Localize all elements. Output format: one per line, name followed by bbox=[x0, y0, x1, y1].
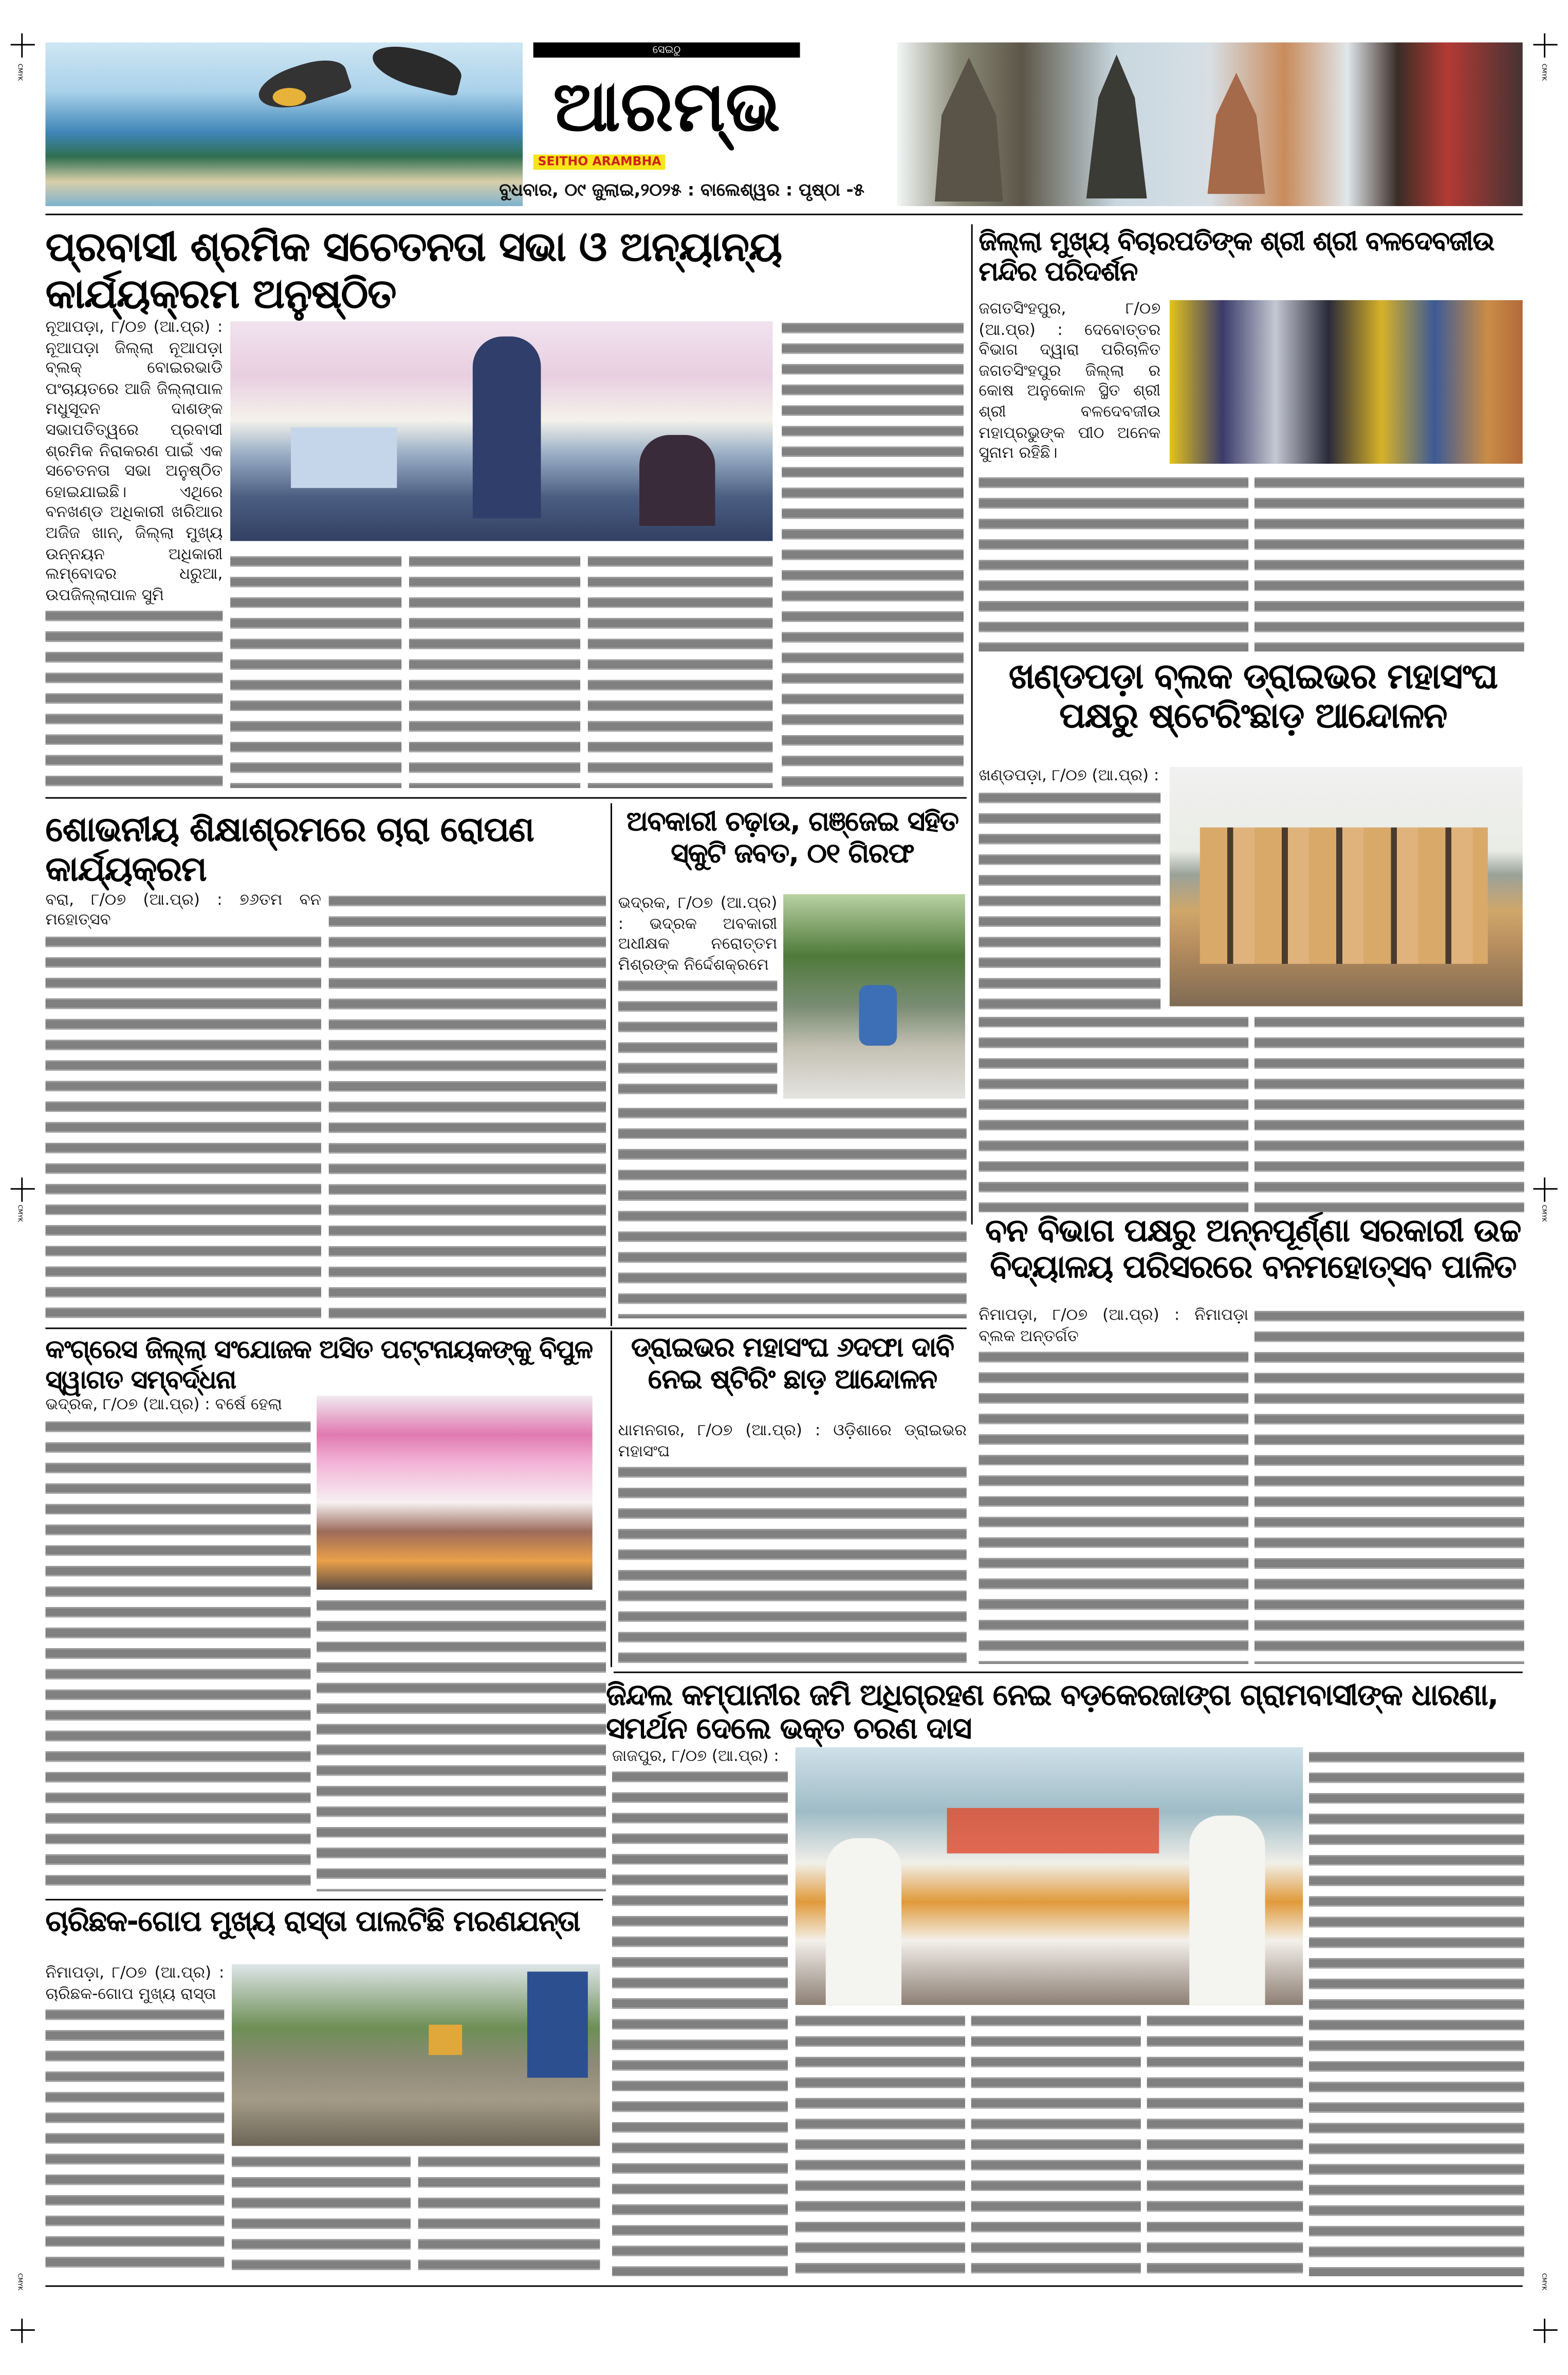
registration-mark bbox=[11, 33, 35, 58]
headline: ଜିଲ୍ଲା ମୁଖ୍ୟ ବିଚାରପତିଙ୍କ ଶ୍ରୀ ଶ୍ରୀ ବଳଦେବଜୀଉ ମନ୍ଦିର ପରିଦର୍ଶନ bbox=[979, 227, 1494, 288]
registration-mark bbox=[1533, 2318, 1557, 2343]
article-photo-temple-visit bbox=[1170, 300, 1523, 464]
article-text: ନିମାପଡ଼ା, ୮/୦୭ (ଆ.ପ୍ର) : ଚାରିଛକ-ଗୋପ ମୁଖ୍ୟ ରାସ୍ତା bbox=[45, 1964, 225, 2003]
cmyk-mark: CMYK bbox=[1541, 1204, 1548, 1222]
article-text-column bbox=[1255, 1012, 1524, 1212]
headline: ପ୍ରବାସୀ ଶ୍ରମିକ ସଚେତନତା ସଭା ଓ ଅନ୍ୟାନ୍ୟ କାର୍ଯ୍ୟକ୍ରମ ଅନୁଷ୍ଠିତ bbox=[45, 224, 782, 319]
article-text: ନୂଆପଡ଼ା, ୮/୦୭ (ଆ.ପ୍ର) : ନୂଆପଡ଼ା ଜିଲ୍ଲା ନୂଆପଡ଼ା ବ୍ଲକ୍ ବୋଇରଭାଡି ପଂଚାୟତରେ ଆଜି ଜିଲ୍ଲାପାଳ ମଧୁସୂଦନ ଦାଶଙ୍କ ସଭାପତିତ୍ୱରେ ପ୍ରବାସୀ ଶ୍ରମିକ ନିରାକରଣ ପାଇଁ ଏକ ସଚେତନତା ସଭା ଅନୁଷ୍ଠିତ ହୋଇଯାଇଛି। ଏଥିରେ ବନଖଣ୍ଡ ଅଧିକାରୀ ଖରିଆର ଅଜିଜ ଖାନ୍, ଜିଲ୍ଲା ମୁଖ୍ୟ ଉନ୍ନୟନ ଅଧିକାରୀ ଲମ୍ବୋଦର ଧରୁଆ, ଉପଜିଲ୍ଲାପାଳ ସୁମି bbox=[45, 318, 223, 605]
headline: ଡ୍ରାଇଭର ମହାସଂଘ ୬ଦଫା ଦାବି ନେଇ ଷ୍ଟିରିଂ ଛାଡ଼ ଆନ୍ଦୋଳନ bbox=[631, 1332, 954, 1396]
article-text: ଭଦ୍ରକ, ୮/୦୭ (ଆ.ପ୍ର) : ଭଦ୍ରକ ଅବକାରୀ ଅଧୀକ୍ଷକ ନରୋତ୍ତମ ମିଶ୍ରଙ୍କ ନିର୍ଦ୍ଦେଶକ୍ରମେ bbox=[618, 894, 778, 974]
headline: ଅବକାରୀ ଚଢ଼ାଉ, ଗଞ୍ଜେଇ ସହିତ ସ୍କୁଟି ଜବତ, ୦୧ ଗିରଫ bbox=[626, 806, 958, 870]
headline: ଶୋଭନୀୟ ଶିକ୍ଷାଶ୍ରମରେ ଚାରା ରୋପଣ କାର୍ଯ୍ୟକ୍ରମ bbox=[45, 811, 534, 890]
article-photo-awareness-meeting bbox=[230, 321, 772, 541]
registration-mark bbox=[1533, 33, 1557, 58]
article bbox=[45, 224, 969, 788]
article-text: ଖଣ୍ଡପଡ଼ା, ୮/୦୭ (ଆ.ପ୍ର) : bbox=[979, 766, 1159, 785]
headline: ଖଣ୍ଡପଡ଼ା ବ୍ଲକ ଡ୍ରାଇଭର ମହାସଂଘ ପକ୍ଷରୁ ଷ୍ଟେରିଂଛାଡ଼ ଆନ୍ଦୋଳନ bbox=[1008, 657, 1498, 738]
article-text-column bbox=[232, 2152, 411, 2276]
article-text-column bbox=[618, 1463, 967, 1667]
article-text-column bbox=[979, 1347, 1248, 1664]
headline: ଚାରିଛକ-ଗୋପ ମୁଖ୍ୟ ରାସ୍ତା ପାଲଟିଛି ମରଣଯନ୍ତା bbox=[45, 1905, 580, 1939]
article bbox=[979, 227, 1527, 651]
article-text-column bbox=[1309, 1747, 1524, 2276]
article-text-column bbox=[618, 977, 778, 1101]
article-photo-dharna bbox=[796, 1747, 1303, 2005]
article-text-column bbox=[979, 465, 1160, 467]
column-rule bbox=[971, 224, 973, 1225]
article-text-column bbox=[1255, 473, 1524, 652]
headline: କଂଗ୍ରେସ ଜିଲ୍ଲା ସଂଯୋଜକ ଅସିତ ପଟ୍ଟନାୟକଙ୍କୁ ବିପୁଳ ସ୍ୱାଗତ ସମ୍ବର୍ଦ୍ଧନା bbox=[45, 1335, 593, 1395]
headline: ଜିନ୍ଦଲ କମ୍ପାନୀର ଜମି ଅଧିଗ୍ରହଣ ନେଇ ବଡ଼କେରଜାଙ୍ଗ ଗ୍ରାମବାସୀଙ୍କ ଧାରଣା, ସମର୍ଥନ ଦେଲେ ଭକ୍ତ ଚରଣ ଦାସ bbox=[606, 1677, 1498, 1747]
article-text-column bbox=[45, 607, 223, 788]
article-text-column bbox=[612, 1768, 788, 2276]
divider bbox=[45, 1899, 603, 1901]
article-text-column bbox=[618, 1103, 967, 1319]
article-text-column bbox=[409, 552, 580, 788]
registration-mark bbox=[11, 1178, 35, 1202]
article-photo-driver-protest bbox=[1170, 767, 1523, 1007]
cmyk-mark: CMYK bbox=[16, 2273, 25, 2291]
article-text-column bbox=[1147, 2011, 1303, 2276]
article-text-column bbox=[1255, 1306, 1524, 1664]
divider bbox=[45, 2286, 1522, 2287]
article bbox=[45, 1337, 606, 1891]
masthead-kicker-bar bbox=[533, 43, 800, 58]
registration-mark bbox=[1533, 1178, 1557, 1202]
article-text-column bbox=[979, 473, 1248, 652]
article bbox=[606, 1679, 1530, 2276]
article-text-column bbox=[782, 318, 964, 788]
article-text: ଜଗତସିଂହପୁର, ୮/୦୭ (ଆ.ପ୍ର) : ଦେବୋତ୍ତର ବିଭାଗ ଦ୍ୱାରା ପରିଚାଳିତ ଜଗତସିଂହପୁର ଜିଲ୍ଲା ର କୋଷ ଅନୁକୋଳ ସ୍ଥିତ ଶ୍ରୀ ଶ୍ରୀ ବଳଦେବଜୀଉ ମହାପ୍ରଭୁଙ୍କ ପୀଠ ଅନେକ ସୁନାମ ରହିଛି। bbox=[979, 300, 1161, 463]
article-text: ଧାମନଗର, ୮/୦୭ (ଆ.ପ୍ର) : ଓଡ଼ିଶାରେ ଡ୍ରାଇଭର ମହାସଂଘ bbox=[618, 1421, 967, 1460]
article-text-column bbox=[230, 552, 401, 788]
article-text-column bbox=[45, 1416, 310, 1891]
divider bbox=[45, 214, 1522, 215]
article-text-column bbox=[329, 891, 606, 1319]
divider bbox=[614, 1672, 1523, 1673]
article bbox=[618, 1333, 967, 1667]
article-photo-damaged-road bbox=[232, 1964, 600, 2146]
article-text-column bbox=[979, 1012, 1248, 1212]
article-text-column bbox=[317, 1596, 606, 1892]
cmyk-mark: CMYK bbox=[1541, 2273, 1548, 2291]
article-text-column bbox=[45, 2005, 224, 2276]
article-text-column bbox=[971, 2011, 1141, 2276]
cmyk-mark: CMYK bbox=[16, 63, 25, 81]
article-text-column bbox=[588, 552, 773, 788]
article bbox=[618, 808, 967, 1318]
article-text-column bbox=[796, 2011, 965, 2276]
masthead-temples-photo bbox=[897, 43, 1523, 206]
masthead-logo: ଆରମ୍ଭ bbox=[552, 65, 781, 147]
cmyk-mark: CMYK bbox=[16, 1204, 25, 1222]
article bbox=[979, 657, 1527, 1212]
article bbox=[45, 812, 606, 1319]
article bbox=[45, 1907, 606, 2276]
dateline: ବୁଧବାର, ୦୯ ଜୁଲାଇ,୨୦୨୫ : ବାଲେଶ୍ୱର : ପୃଷ୍ଠା -୫ bbox=[499, 178, 864, 200]
headline: ବନ ବିଭାଗ ପକ୍ଷରୁ ଅନ୍ନପୂର୍ଣ୍ଣା ସରକାରୀ ଉଚ୍ଚ ବିଦ୍ୟାଳୟ ପରିସରରେ ବନମହୋତ୍ସବ ପାଳିତ bbox=[985, 1212, 1521, 1286]
article-text: ଭଦ୍ରକ, ୮/୦୭ (ଆ.ପ୍ର) : ବର୍ଷେ ହେଲା bbox=[45, 1396, 282, 1414]
article-photo-congress-welcome bbox=[317, 1396, 593, 1590]
divider bbox=[45, 1327, 966, 1329]
article-text-column bbox=[979, 788, 1160, 1011]
masthead-logo-english: SEITHO ARAMBHA bbox=[533, 155, 666, 170]
column-rule bbox=[611, 803, 612, 1326]
masthead-kicker: ସେଇଠୁ bbox=[652, 44, 681, 57]
article-text-column bbox=[45, 932, 321, 1319]
article-text: ଜାଜପୁର, ୮/୦୭ (ଆ.ପ୍ର) : bbox=[612, 1747, 779, 1765]
registration-mark bbox=[11, 2318, 35, 2343]
article-text: ବରା, ୮/୦୭ (ଆ.ପ୍ର) : ୭୬ତମ ବନ ମହୋତ୍ସବ bbox=[45, 890, 321, 930]
divider bbox=[45, 797, 966, 799]
column-rule bbox=[611, 1330, 612, 1667]
article-photo-scooty-seized bbox=[783, 894, 965, 1099]
article bbox=[979, 1212, 1527, 1664]
article-text-column bbox=[418, 2152, 600, 2276]
masthead-seascape-photo bbox=[45, 43, 523, 206]
article-text: ନିମାପଡ଼ା, ୮/୦୭ (ଆ.ପ୍ର) : ନିମାପଡ଼ା ବ୍ଲକ ଅନ୍ତର୍ଗତ bbox=[979, 1306, 1249, 1345]
cmyk-mark: CMYK bbox=[1541, 63, 1548, 81]
